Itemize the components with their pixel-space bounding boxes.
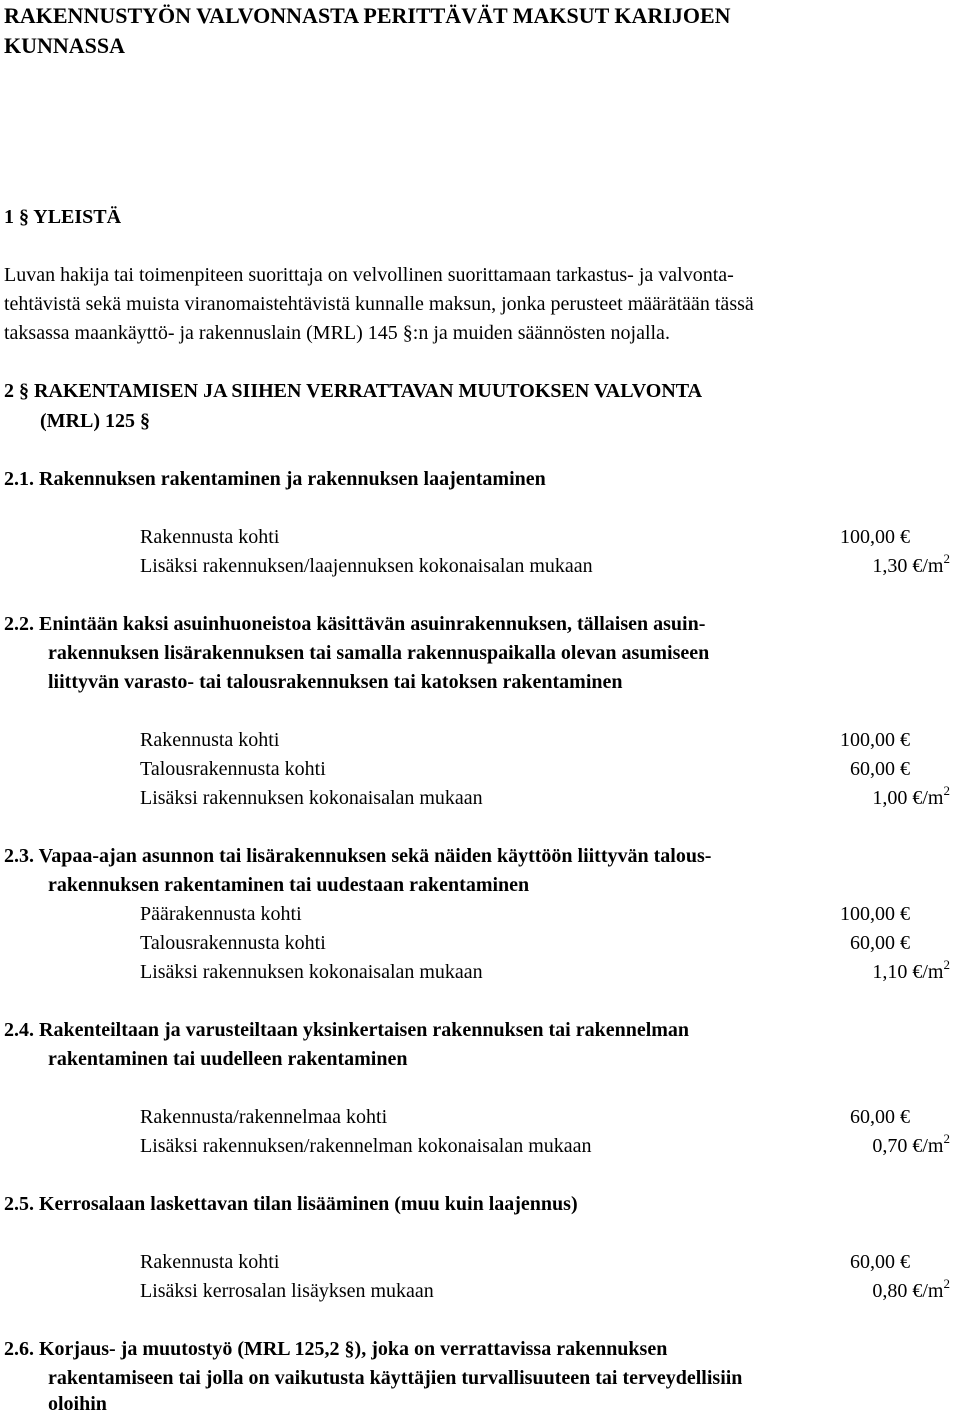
item-2-3-title-line-2: rakennuksen rakentaminen tai uudestaan rakentaminen [48, 874, 530, 896]
item-2-6-title-line-3: oloihin [48, 1393, 107, 1415]
item-2-2-title-line-1: 2.2. Enintään kaksi asuinhuoneistoa käsittävän asuinrakennuksen, tällaisen asuin- [4, 613, 706, 635]
fee-amount: 1,00 $€/m^2$ [872, 783, 950, 809]
section-2-heading-line-2: (MRL) 125 § [40, 410, 150, 432]
item-2-1-title: 2.1. Rakennuksen rakentaminen ja rakennuksen laajentaminen [4, 468, 546, 490]
item-2-6-title-line-2: rakentamiseen tai jolla on vaikutusta käyttäjien turvallisuuteen tai terveydellisiin [48, 1367, 743, 1389]
item-2-5-title: 2.5. Kerrosalaan laskettavan tilan lisääminen (muu kuin laajennus) [4, 1193, 578, 1215]
fee-label: Päärakennusta kohti [140, 903, 302, 925]
item-2-2-title-line-2: rakennuksen lisärakennuksen tai samalla rakennuspaikalla olevan asumiseen [48, 642, 710, 664]
fee-amount: 100,00 € [840, 729, 910, 751]
superscript-unit: 2 [943, 1131, 950, 1147]
section-1-heading: 1 § YLEISTÄ [4, 206, 122, 228]
section-1-body-line-2: tehtävistä sekä muista viranomaistehtävistä kunnalle maksun, jonka perusteet määrätään tässä [4, 293, 754, 315]
document-title-line-2: KUNNASSA [4, 33, 126, 58]
fee-amount: 60,00 € [850, 758, 910, 780]
item-2-4-title-line-2: rakentaminen tai uudelleen rakentaminen [48, 1048, 408, 1070]
fee-label: Rakennusta kohti [140, 526, 280, 548]
fee-label: Lisäksi kerrosalan lisäyksen mukaan [140, 1280, 434, 1302]
fee-amount: 0,80 $€/m^2$ [872, 1276, 950, 1302]
fee-amount: 100,00 € [840, 903, 910, 925]
fee-amount: 60,00 € [850, 932, 910, 954]
superscript-unit: 2 [943, 957, 950, 973]
fee-label: Talousrakennusta kohti [140, 932, 326, 954]
fee-label: Lisäksi rakennuksen/laajennuksen kokonaisalan mukaan [140, 555, 593, 577]
fee-label: Lisäksi rakennuksen kokonaisalan mukaan [140, 787, 483, 809]
superscript-unit: 2 [943, 551, 950, 567]
fee-amount: 1,30 $€/m^2$ [872, 551, 950, 577]
fee-amount: 1,10 $€/m^2$ [872, 957, 950, 983]
fee-amount: 0,70 $€/m^2$ [872, 1131, 950, 1157]
fee-label: Lisäksi rakennuksen kokonaisalan mukaan [140, 961, 483, 983]
fee-amount: 100,00 € [840, 526, 910, 548]
fee-amount: 60,00 € [850, 1251, 910, 1273]
item-2-3-title-line-1: 2.3. Vapaa-ajan asunnon tai lisärakennuksen sekä näiden käyttöön liittyvän talous- [4, 845, 712, 867]
item-2-2-title-line-3: liittyvän varasto- tai talousrakennuksen tai katoksen rakentaminen [48, 671, 623, 693]
section-2-heading-line-1: 2 § RAKENTAMISEN JA SIIHEN VERRATTAVAN MUUTOKSEN VALVONTA [4, 380, 703, 402]
superscript-unit: 2 [943, 783, 950, 799]
fee-label: Lisäksi rakennuksen/rakennelman kokonaisalan mukaan [140, 1135, 592, 1157]
fee-label: Rakennusta/rakennelmaa kohti [140, 1106, 388, 1128]
item-2-6-title-line-1: 2.6. Korjaus- ja muutostyö (MRL 125,2 §), joka on verrattavissa rakennuksen [4, 1338, 668, 1360]
superscript-unit: 2 [943, 1276, 950, 1292]
item-2-4-title-line-1: 2.4. Rakenteiltaan ja varusteiltaan yksinkertaisen rakennuksen tai rakennelman [4, 1019, 690, 1041]
fee-label: Talousrakennusta kohti [140, 758, 326, 780]
section-1-body-line-1: Luvan hakija tai toimenpiteen suorittaja on velvollinen suorittamaan tarkastus- ja valvonta- [4, 264, 734, 286]
fee-label: Rakennusta kohti [140, 1251, 280, 1273]
fee-amount: 60,00 € [850, 1106, 910, 1128]
document-title-line-1: RAKENNUSTYÖN VALVONNASTA PERITTÄVÄT MAKSUT KARIJOEN [4, 3, 731, 28]
section-1-body-line-3: taksassa maankäyttö- ja rakennuslain (MRL) 145 §:n ja muiden säännösten nojalla. [4, 322, 670, 344]
fee-label: Rakennusta kohti [140, 729, 280, 751]
